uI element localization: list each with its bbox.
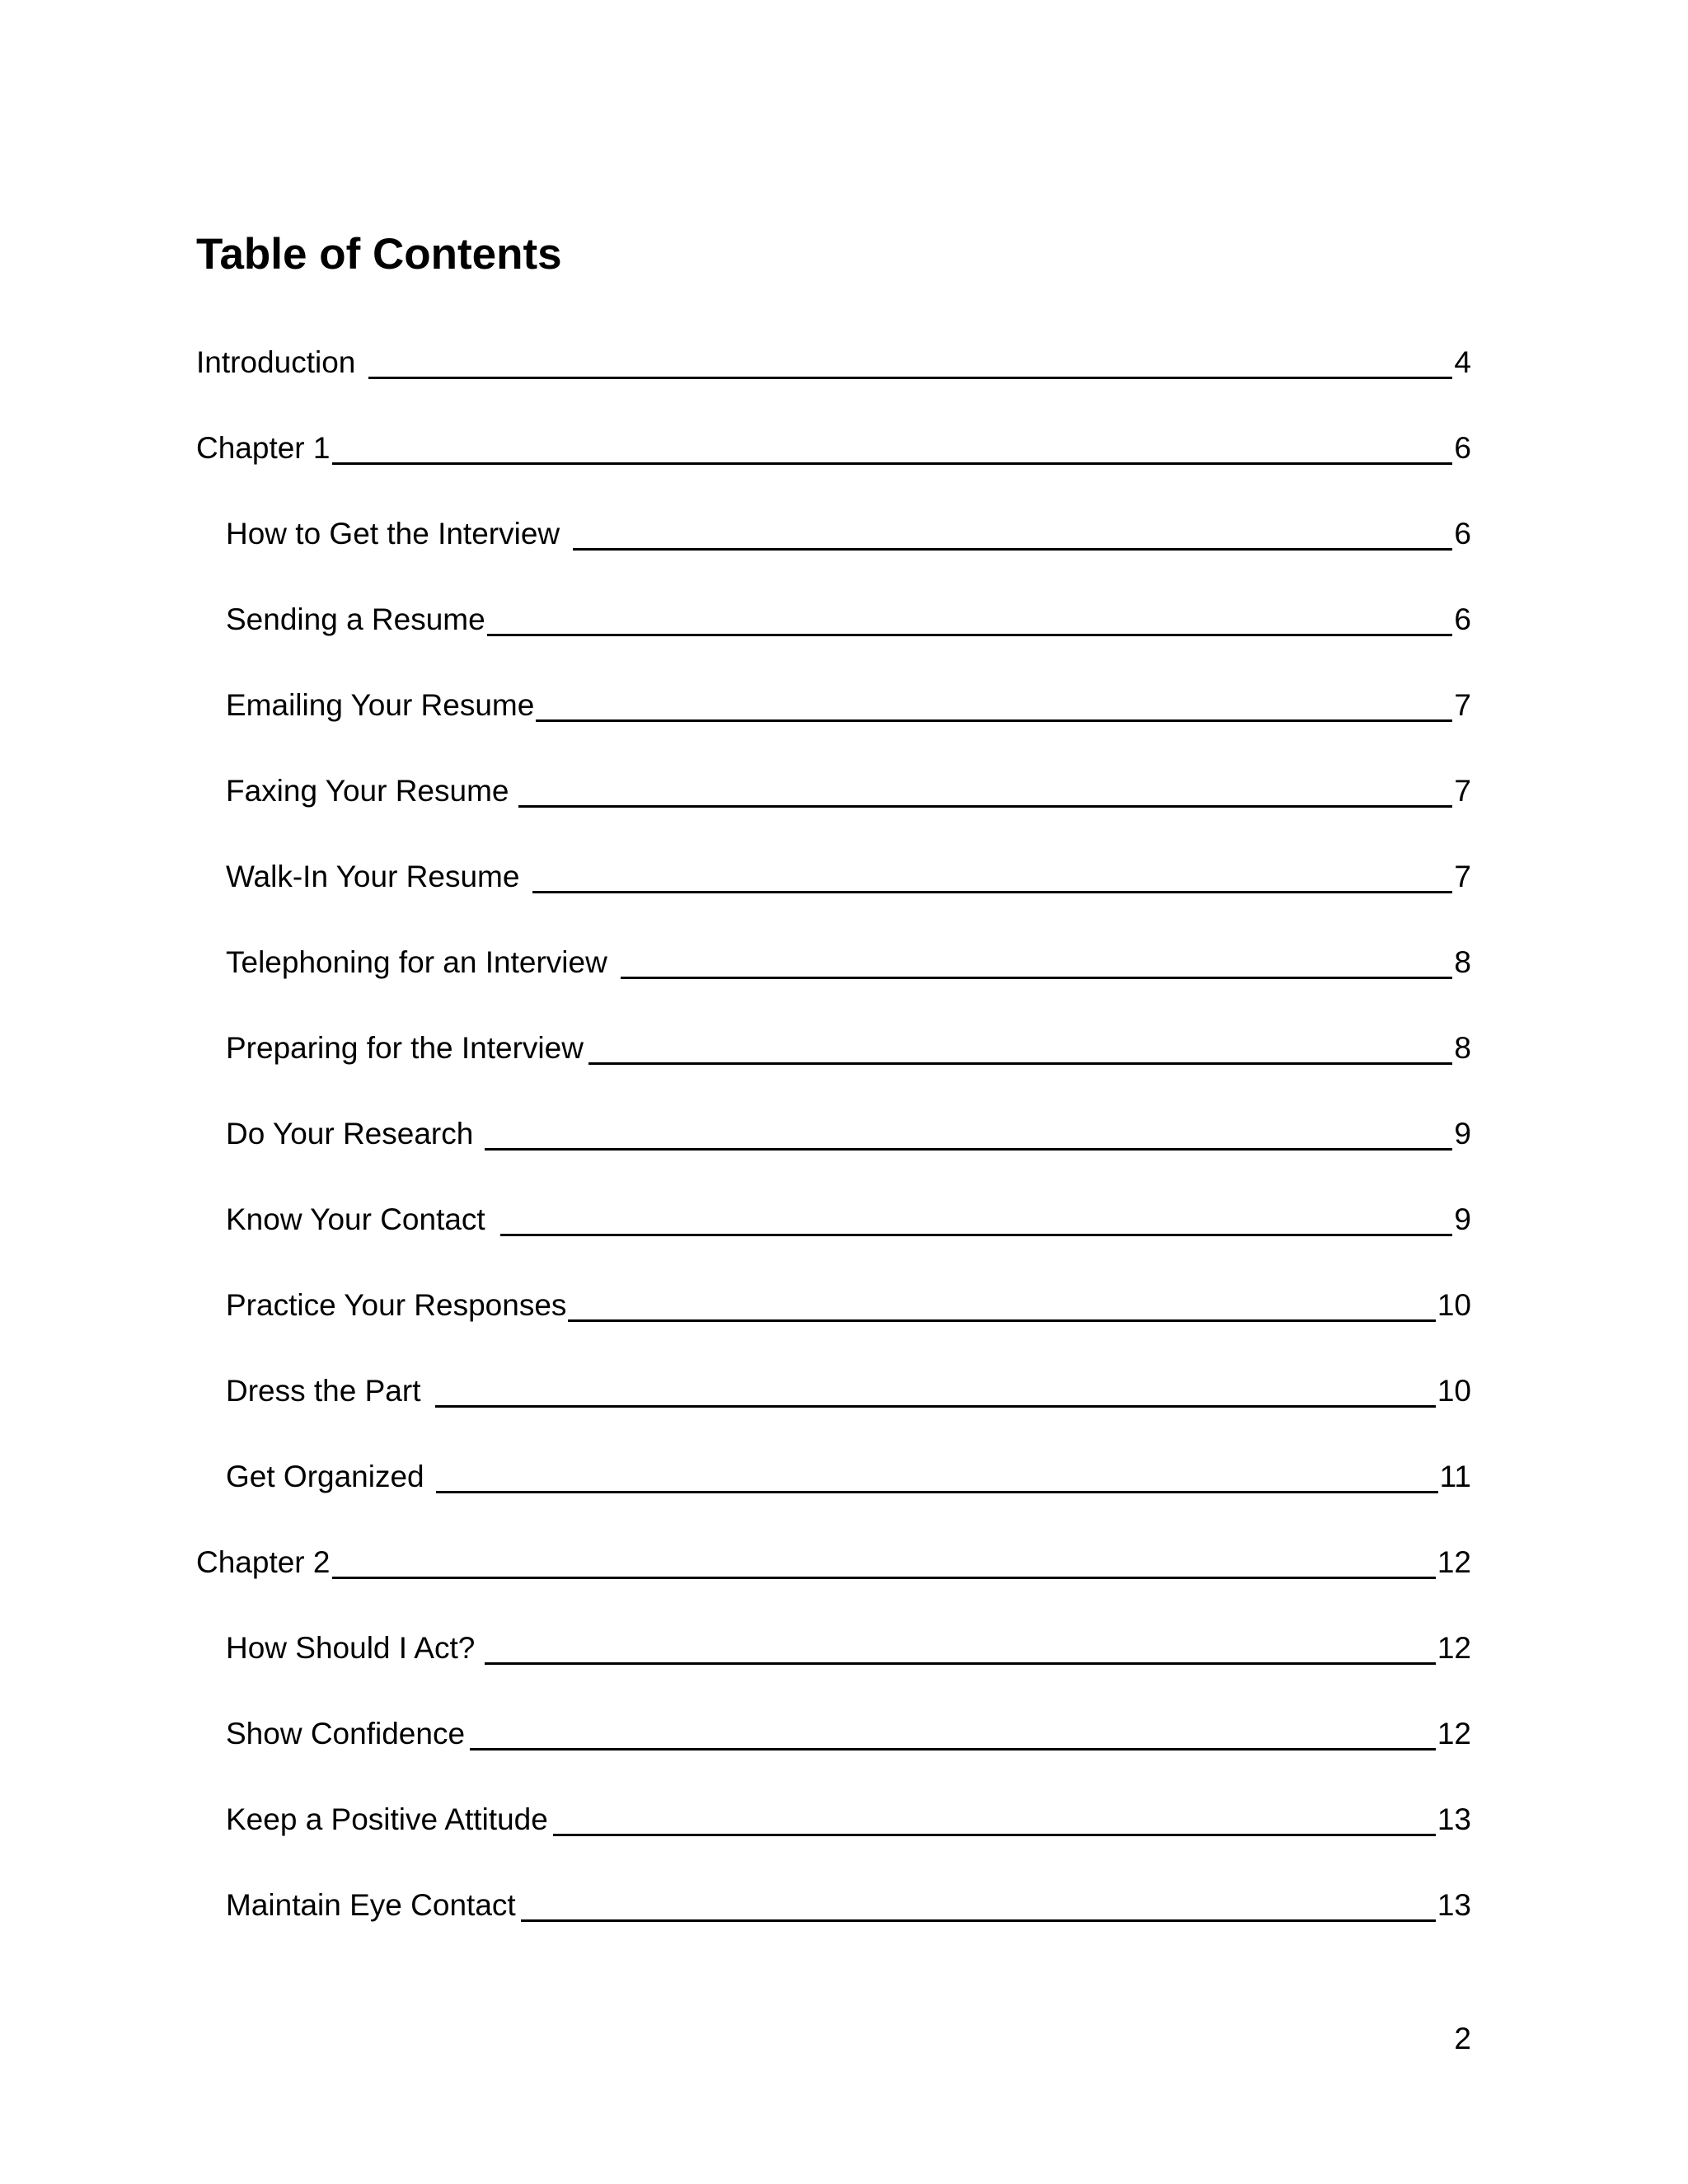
toc-entry-page: 7: [1454, 688, 1471, 722]
toc-entry-preparing-for-the-interview[interactable]: [226, 1025, 1471, 1071]
toc-entry-know-your-contact[interactable]: [226, 1197, 1471, 1243]
toc-leader-line: [485, 1148, 1452, 1151]
toc-entry-label: Walk-In Your Resume: [226, 860, 520, 893]
toc-entry-page: 7: [1454, 774, 1471, 808]
toc-leader-line: [435, 1405, 1435, 1408]
toc-entry-page: 6: [1454, 602, 1471, 636]
toc-entry-how-should-i-act[interactable]: [226, 1625, 1471, 1671]
toc-entry-label: Sending a Resume: [226, 602, 485, 636]
toc-leader-line: [332, 462, 1453, 465]
toc-leader-line: [621, 977, 1453, 979]
toc-leader-line: [518, 805, 1452, 808]
toc-entry-page: 9: [1454, 1202, 1471, 1236]
toc-entry-label: Faxing Your Resume: [226, 774, 509, 808]
toc-leader-line: [470, 1748, 1436, 1750]
toc-entry-sending-a-resume[interactable]: [226, 597, 1471, 643]
toc-leader-line: [332, 1577, 1436, 1579]
toc-entry-chapter-2[interactable]: [196, 1540, 1471, 1586]
toc-entry-keep-a-positive-attitude[interactable]: [226, 1797, 1471, 1843]
toc-entry-practice-your-responses[interactable]: [226, 1282, 1471, 1329]
toc-entry-page: 12: [1437, 1717, 1471, 1750]
toc-entry-how-to-get-the-interview[interactable]: [226, 511, 1471, 557]
toc-entry-show-confidence[interactable]: [226, 1711, 1471, 1757]
toc-entry-label: Practice Your Responses: [226, 1288, 567, 1322]
toc-entry-emailing-your-resume[interactable]: [226, 682, 1471, 729]
toc-entry-label: Get Organized: [226, 1460, 424, 1493]
toc-entry-do-your-research[interactable]: [226, 1111, 1471, 1157]
toc-entry-introduction[interactable]: [196, 340, 1471, 386]
toc-entry-faxing-your-resume[interactable]: [226, 768, 1471, 814]
toc-leader-line: [588, 1062, 1452, 1065]
toc-leader-line: [536, 719, 1452, 722]
toc-entry-page: 8: [1454, 945, 1471, 979]
page-title: Table of Contents: [196, 230, 562, 279]
toc-leader-line: [573, 548, 1452, 551]
toc-entry-page: 10: [1437, 1374, 1471, 1408]
toc-leader-line: [568, 1319, 1435, 1322]
toc-entry-page: 12: [1437, 1545, 1471, 1579]
toc-leader-line: [487, 634, 1453, 636]
toc-entry-label: How to Get the Interview: [226, 517, 560, 551]
toc-entry-label: Chapter 2: [196, 1545, 331, 1579]
toc-entry-label: Keep a Positive Attitude: [226, 1802, 548, 1836]
toc-entry-label: Emailing Your Resume: [226, 688, 535, 722]
toc-entry-walk-in-your-resume[interactable]: [226, 854, 1471, 900]
toc-entry-label: Know Your Contact: [226, 1202, 485, 1236]
toc-entry-label: Do Your Research: [226, 1117, 474, 1151]
toc-leader-line: [553, 1834, 1436, 1836]
toc-entry-page: 7: [1454, 860, 1471, 893]
toc-entry-label: How Should I Act?: [226, 1631, 476, 1665]
toc-leader-line: [521, 1919, 1436, 1922]
toc-entry-dress-the-part[interactable]: [226, 1368, 1471, 1414]
toc-entry-maintain-eye-contact[interactable]: [226, 1882, 1471, 1929]
toc-entry-label: Maintain Eye Contact: [226, 1888, 516, 1922]
toc-leader-line: [485, 1662, 1436, 1665]
toc-entry-page: 11: [1439, 1460, 1471, 1493]
toc-entry-page: 13: [1437, 1802, 1471, 1836]
toc-entry-label: Preparing for the Interview: [226, 1031, 584, 1065]
toc-entry-label: Show Confidence: [226, 1717, 466, 1750]
toc-entry-page: 6: [1454, 517, 1471, 551]
toc-entry-page: 12: [1437, 1631, 1471, 1665]
page-number: 2: [1454, 2022, 1471, 2055]
toc-entry-label: Chapter 1: [196, 431, 331, 465]
toc-entry-page: 13: [1437, 1888, 1471, 1922]
toc-entry-page: 10: [1437, 1288, 1471, 1322]
toc-leader-line: [368, 377, 1452, 379]
toc-entry-page: 6: [1454, 431, 1471, 465]
toc-entry-page: 9: [1454, 1117, 1471, 1151]
toc-entry-telephoning-for-an-interview[interactable]: [226, 940, 1471, 986]
toc-entry-get-organized[interactable]: [226, 1454, 1471, 1500]
toc-leader-line: [500, 1234, 1453, 1236]
toc-entry-page: 4: [1454, 345, 1471, 379]
toc-entry-label: Dress the Part: [226, 1374, 421, 1408]
toc-entry-label: Introduction: [196, 345, 356, 379]
toc-entry-page: 8: [1454, 1031, 1471, 1065]
toc-leader-line: [532, 891, 1452, 893]
toc-entry-chapter-1[interactable]: [196, 425, 1471, 471]
toc-entry-label: Telephoning for an Interview: [226, 945, 607, 979]
toc-leader-line: [436, 1491, 1438, 1493]
